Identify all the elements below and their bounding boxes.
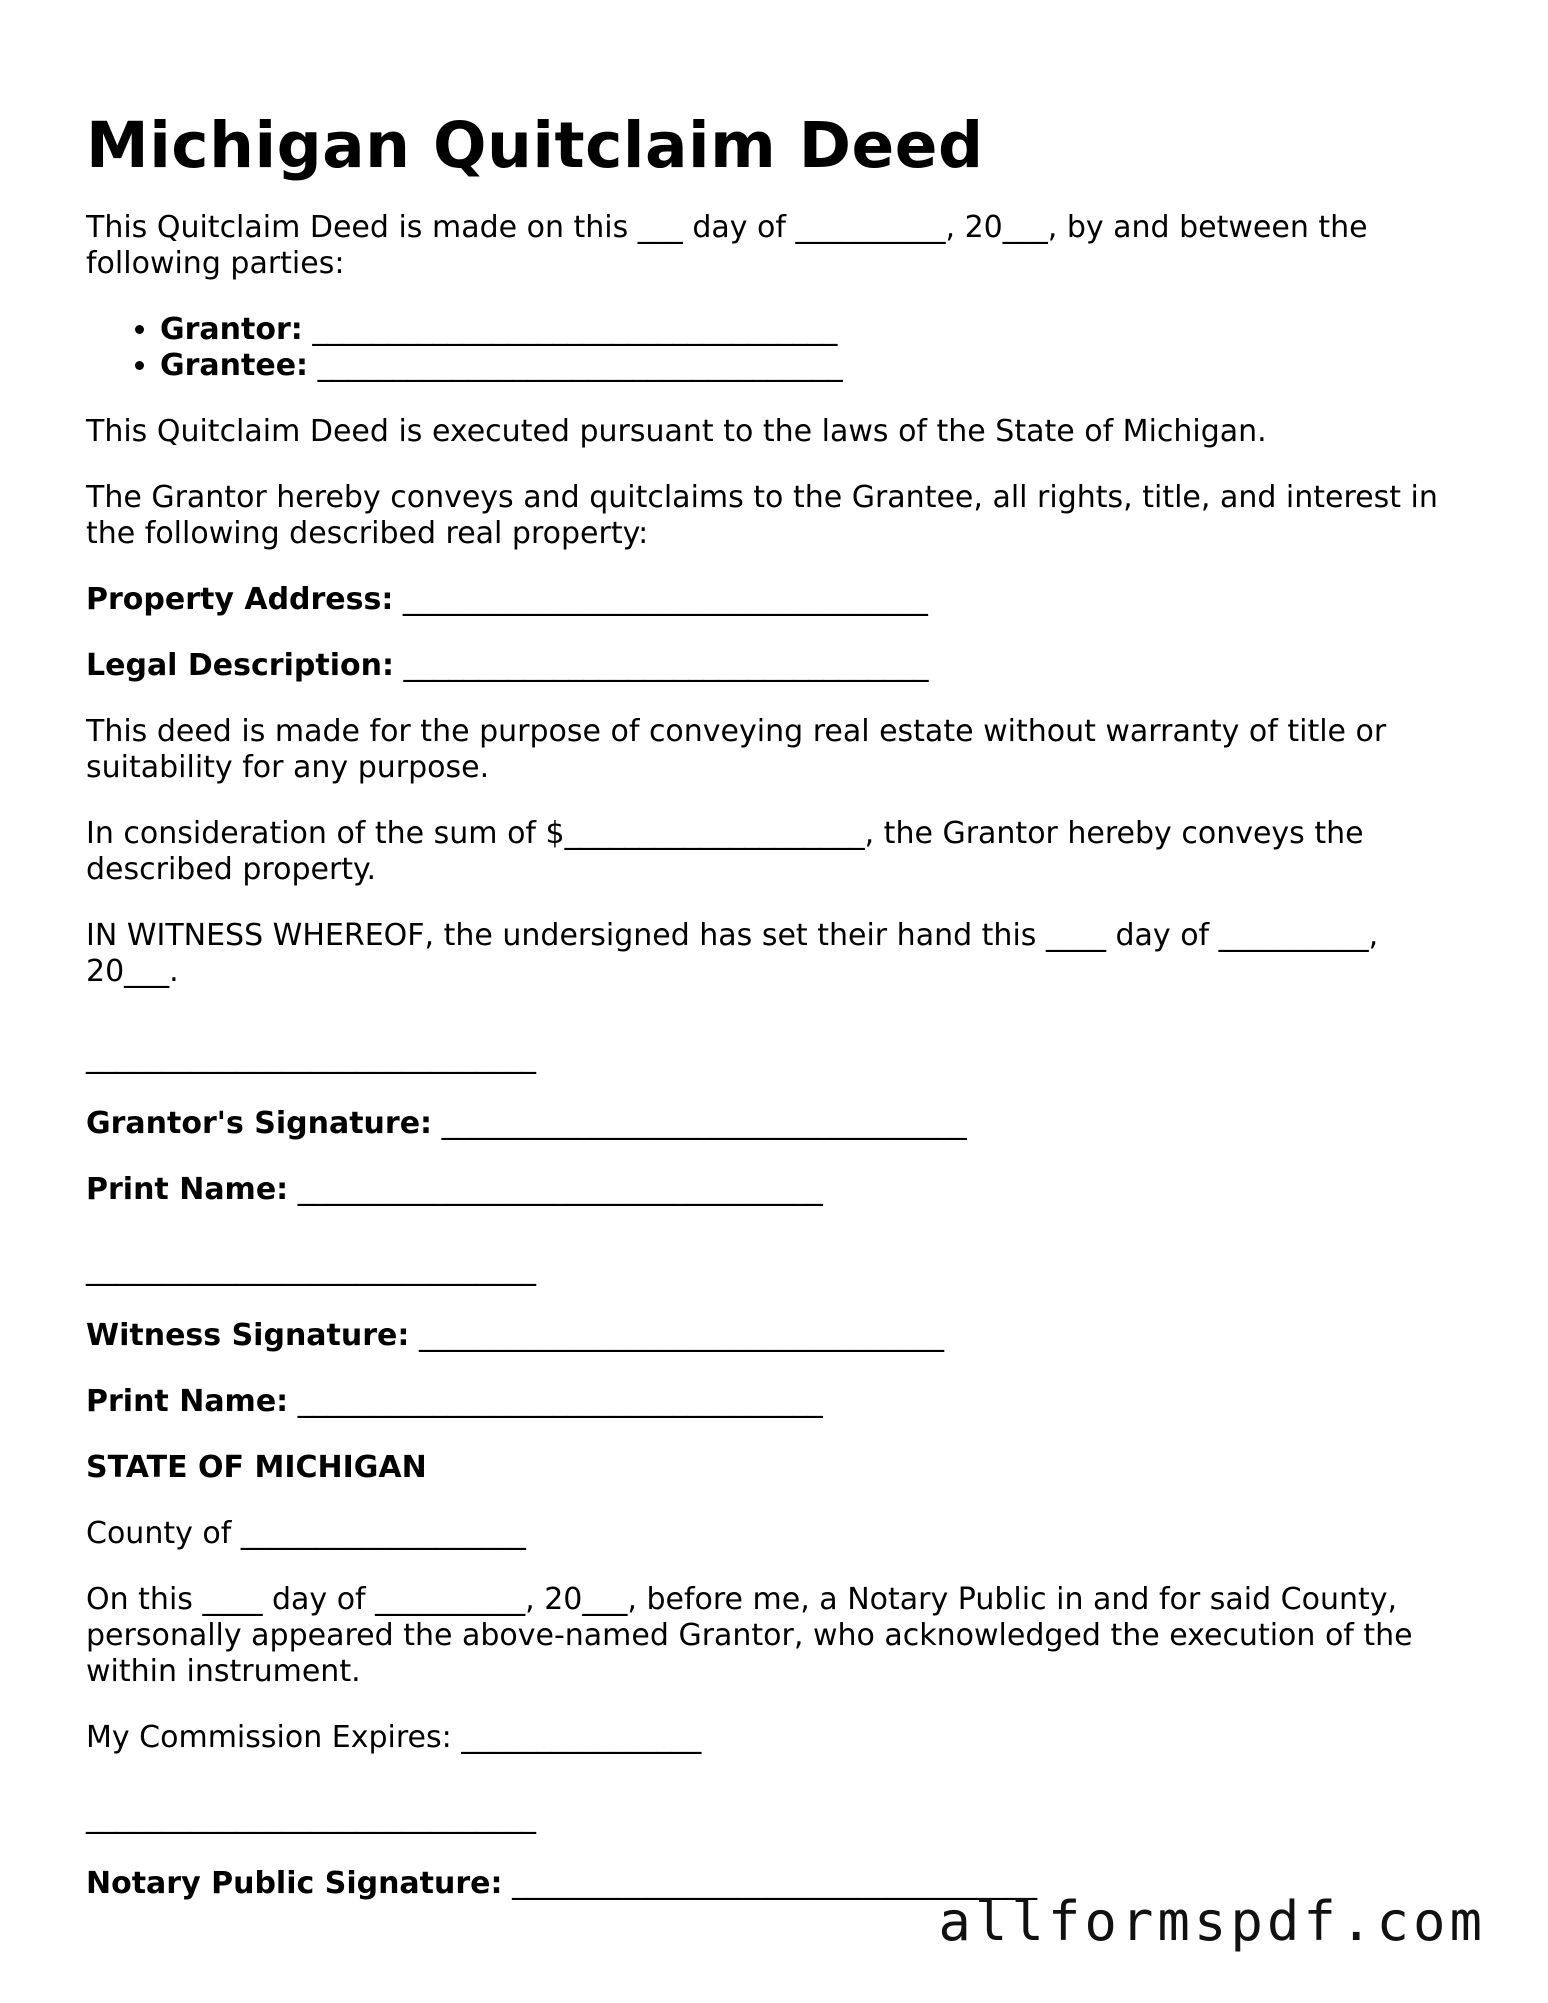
witness-clause-paragraph: IN WITNESS WHEREOF, the undersigned has set their hand this ____ day of __________, 20___.: [86, 918, 1379, 989]
signature-line: ______________________________: [86, 1252, 536, 1287]
party-grantor: [160, 312, 1466, 348]
legal-description-line: [86, 648, 1466, 684]
signature-line: ______________________________: [86, 1800, 536, 1835]
grantor-blank: ___________________________________: [312, 312, 838, 347]
witness-print-name-blank: ___________________________________: [297, 1384, 823, 1419]
witness-signature-line: [86, 1318, 1466, 1354]
pursuant-paragraph: This Quitclaim Deed is executed pursuant to the laws of the State of Michigan.: [86, 414, 1267, 449]
legal-description-blank: ___________________________________: [403, 648, 929, 683]
state-heading-text: STATE OF MICHIGAN: [86, 1450, 427, 1485]
property-address-label: Property Address:: [86, 582, 394, 617]
conveyance-paragraph: The Grantor hereby conveys and quitclaims to the Grantee, all rights, title, and interest in the following described real property:: [86, 480, 1438, 551]
grantor-signature-line: [86, 1106, 1466, 1142]
witness-print-name-label: Print Name:: [86, 1384, 289, 1419]
legal-description-label: Legal Description:: [86, 648, 394, 683]
watermark-text: allformspdf.com: [938, 1890, 1486, 1953]
document-page: [86, 108, 1466, 1932]
notary-signature-blank: ___________________________________: [512, 1866, 1038, 1901]
document-title: Michigan Quitclaim Deed: [86, 109, 984, 182]
commission-line: My Commission Expires: ________________: [86, 1720, 702, 1755]
purpose-paragraph: This deed is made for the purpose of conveying real estate without warranty of title or suitability for any purpose.: [86, 714, 1387, 785]
consideration-paragraph: In consideration of the sum of $____________________, the Grantor hereby conveys the described property.: [86, 816, 1364, 887]
property-address-line: [86, 582, 1466, 618]
notary-signature-label: Notary Public Signature:: [86, 1866, 503, 1901]
county-line: County of ___________________: [86, 1516, 526, 1551]
grantee-label: Grantee:: [160, 348, 309, 383]
property-address-blank: ___________________________________: [402, 582, 928, 617]
grantor-print-name-blank: ___________________________________: [297, 1172, 823, 1207]
grantee-blank: ___________________________________: [317, 348, 843, 383]
grantor-signature-label: Grantor's Signature:: [86, 1106, 433, 1141]
intro-paragraph: This Quitclaim Deed is made on this ___ day of __________, 20___, by and between the following parties:: [86, 210, 1368, 281]
witness-print-name-line: [86, 1384, 1466, 1420]
signature-line: ______________________________: [86, 1040, 536, 1075]
grantor-print-name-line: [86, 1172, 1466, 1208]
grantor-signature-blank: ___________________________________: [441, 1106, 967, 1141]
notary-clause-paragraph: On this ____ day of __________, 20___, before me, a Notary Public in and for said County, personally appeared the above-named Grantor, who acknowledged the execution of the within instrument.: [86, 1582, 1413, 1689]
witness-signature-blank: ___________________________________: [418, 1318, 944, 1353]
state-heading: [86, 1450, 1466, 1486]
parties-list: [86, 312, 1466, 384]
grantor-print-name-label: Print Name:: [86, 1172, 289, 1207]
party-grantee: [160, 348, 1466, 384]
witness-signature-label: Witness Signature:: [86, 1318, 410, 1353]
grantor-label: Grantor:: [160, 312, 303, 347]
